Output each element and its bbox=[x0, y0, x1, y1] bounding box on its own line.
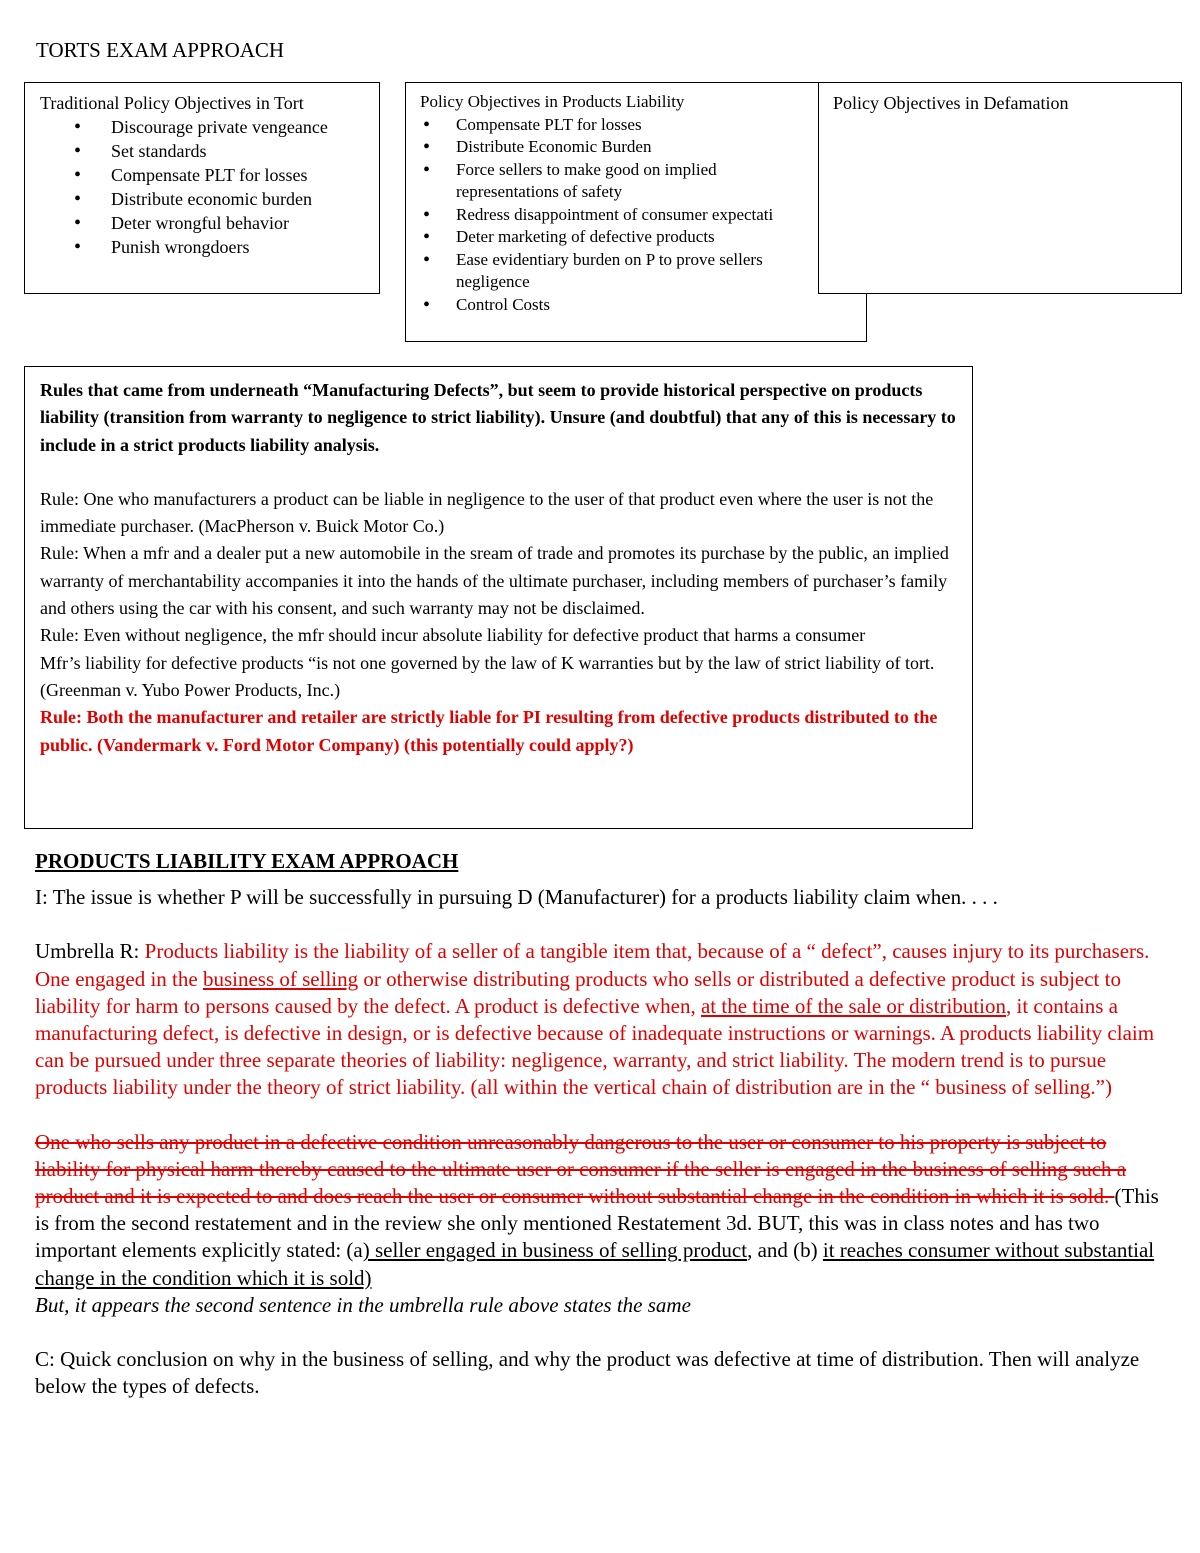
list-item: • Ease evidentiary burden on P to prove sellers bbox=[420, 249, 866, 272]
list-item: • Discourage private vengeance bbox=[40, 115, 379, 139]
note-text: , and (b) bbox=[747, 1238, 823, 1263]
list-item: • Control Costs bbox=[420, 294, 866, 317]
umbrella-rule bbox=[35, 938, 1165, 1101]
rule-implied-warranty: Rule: When a mfr and a dealer put a new automobile in the sream of trade and promotes its purchase by the public, an implied warranty of merchantability accompanies it into the hands of the ultimate purchaser, including members of purchaser’s family and others using the car with his consent, and such warranty may not be disclaimed. bbox=[40, 543, 949, 619]
rule-absolute-liability: Rule: Even without negligence, the mfr should incur absolute liability for defective product that harms a consumer bbox=[40, 625, 866, 646]
list-item: • Force sellers to make good on implied bbox=[420, 159, 866, 182]
products-liability-section bbox=[35, 848, 1165, 1400]
restatement-note bbox=[35, 1129, 1165, 1292]
products-policy-title: Policy Objectives in Products Liability bbox=[420, 92, 685, 111]
conclusion: C: Quick conclusion on why in the business of selling, and why the product was defective at time of distribution. Then will analyze below the types of defects. bbox=[35, 1347, 1140, 1399]
traditional-policy-box bbox=[24, 82, 380, 294]
list-item: • Compensate PLT for losses bbox=[40, 163, 379, 187]
umbrella-rule-text: , it contains a manufacturing defect, is defective in design, or is defective because of inadequate instructions or warnings. A products liability claim can be pursued under three separate theories of liability: negligence, warranty, and strict liability. The modern trend is to pursue products liability under the theory of strict liability. (all within the vertical chain of distribution are in the “ business of selling.”) bbox=[35, 993, 1155, 1100]
document-title: TORTS EXAM APPROACH bbox=[36, 38, 285, 62]
list-item: • Compensate PLT for losses bbox=[420, 114, 866, 137]
underlined-business-of-selling: business of selling bbox=[202, 966, 359, 991]
rule-greenman: Mfr’s liability for defective products “is not one governed by the law of K warranties but by the law of strict liability of tort. (Greenman v. Yubo Power Products, Inc.) bbox=[40, 652, 935, 700]
italic-note: But, it appears the second sentence in the umbrella rule above states the same bbox=[35, 1292, 691, 1317]
underlined-time-of-sale: at the time of the sale or distribution bbox=[700, 993, 1006, 1018]
list-item: • Punish wrongdoers bbox=[40, 235, 379, 259]
defamation-policy-title: Policy Objectives in Defamation bbox=[833, 93, 1069, 113]
umbrella-rule-text: or otherwise distributing products who sells or distributed a defective product is subject to liability for harm to persons caused by the defect. A product is defective when, bbox=[35, 966, 1121, 1018]
list-item: • Deter marketing of defective products bbox=[420, 226, 866, 249]
note-text: (This is from the second restatement and in the review she only mentioned Restatement 3d. BUT, this was in class notes and has two important elements explicitly stated: (a bbox=[35, 1184, 1159, 1263]
list-item: • Distribute Economic Burden bbox=[420, 136, 866, 159]
struck-restatement-text: One who sells any product in a defective condition unreasonably dangerous to the user or consumer to his property is subject to liability for physical harm thereby caused to the ultimate user or consumer if the seller is engaged in the business of selling such a product and it is expected to and does reach the user or consumer without substantial change in the condition in which it is sold. bbox=[35, 1129, 1127, 1209]
list-item: • Redress disappointment of consumer expectati bbox=[420, 204, 866, 227]
issue-statement: I: The issue is whether P will be successfully in pursuing D (Manufacturer) for a products liability claim when. . . . bbox=[35, 885, 998, 910]
rule-macpherson: Rule: One who manufacturers a product can be liable in negligence to the user of that product even where the user is not the immediate purchaser. (MacPherson v. Buick Motor Co.) bbox=[40, 488, 934, 537]
list-item-continuation: representations of safety bbox=[456, 182, 623, 201]
section-heading: PRODUCTS LIABILITY EXAM APPROACH bbox=[35, 849, 459, 873]
umbrella-rule-label: Umbrella R: bbox=[35, 939, 145, 964]
underlined-element-b: it reaches consumer without substantial change in the condition which it is sold) bbox=[35, 1238, 1155, 1290]
list-item: • Set standards bbox=[40, 139, 379, 163]
underlined-element-a: ) seller engaged in business of selling product bbox=[362, 1238, 748, 1263]
rules-box bbox=[24, 366, 973, 829]
rules-heading: Rules that came from underneath “Manufacturing Defects”, but seem to provide historical perspective on products liability (transition from warranty to negligence to strict liability). Unsure (and doubtful) that any of this is necessary to include in a strict products liability analysis. bbox=[40, 380, 956, 455]
traditional-policy-title: Traditional Policy Objectives in Tort bbox=[40, 93, 304, 113]
rule-vandermark: Rule: Both the manufacturer and retailer are strictly liable for PI resulting from defective products distributed to the public. (Vandermark v. Ford Motor Company) (this potentially could apply?) bbox=[40, 707, 938, 755]
list-item: • Distribute economic burden bbox=[40, 187, 379, 211]
list-item: • Deter wrongful behavior bbox=[40, 211, 379, 235]
umbrella-rule-text: Products liability is the liability of a seller of a tangible item that, because of a “ defect”, causes injury to its purchasers. One engaged in the bbox=[35, 939, 1150, 991]
products-policy-box bbox=[405, 82, 867, 342]
defamation-policy-box bbox=[818, 82, 1182, 294]
list-item-continuation: negligence bbox=[456, 272, 530, 291]
